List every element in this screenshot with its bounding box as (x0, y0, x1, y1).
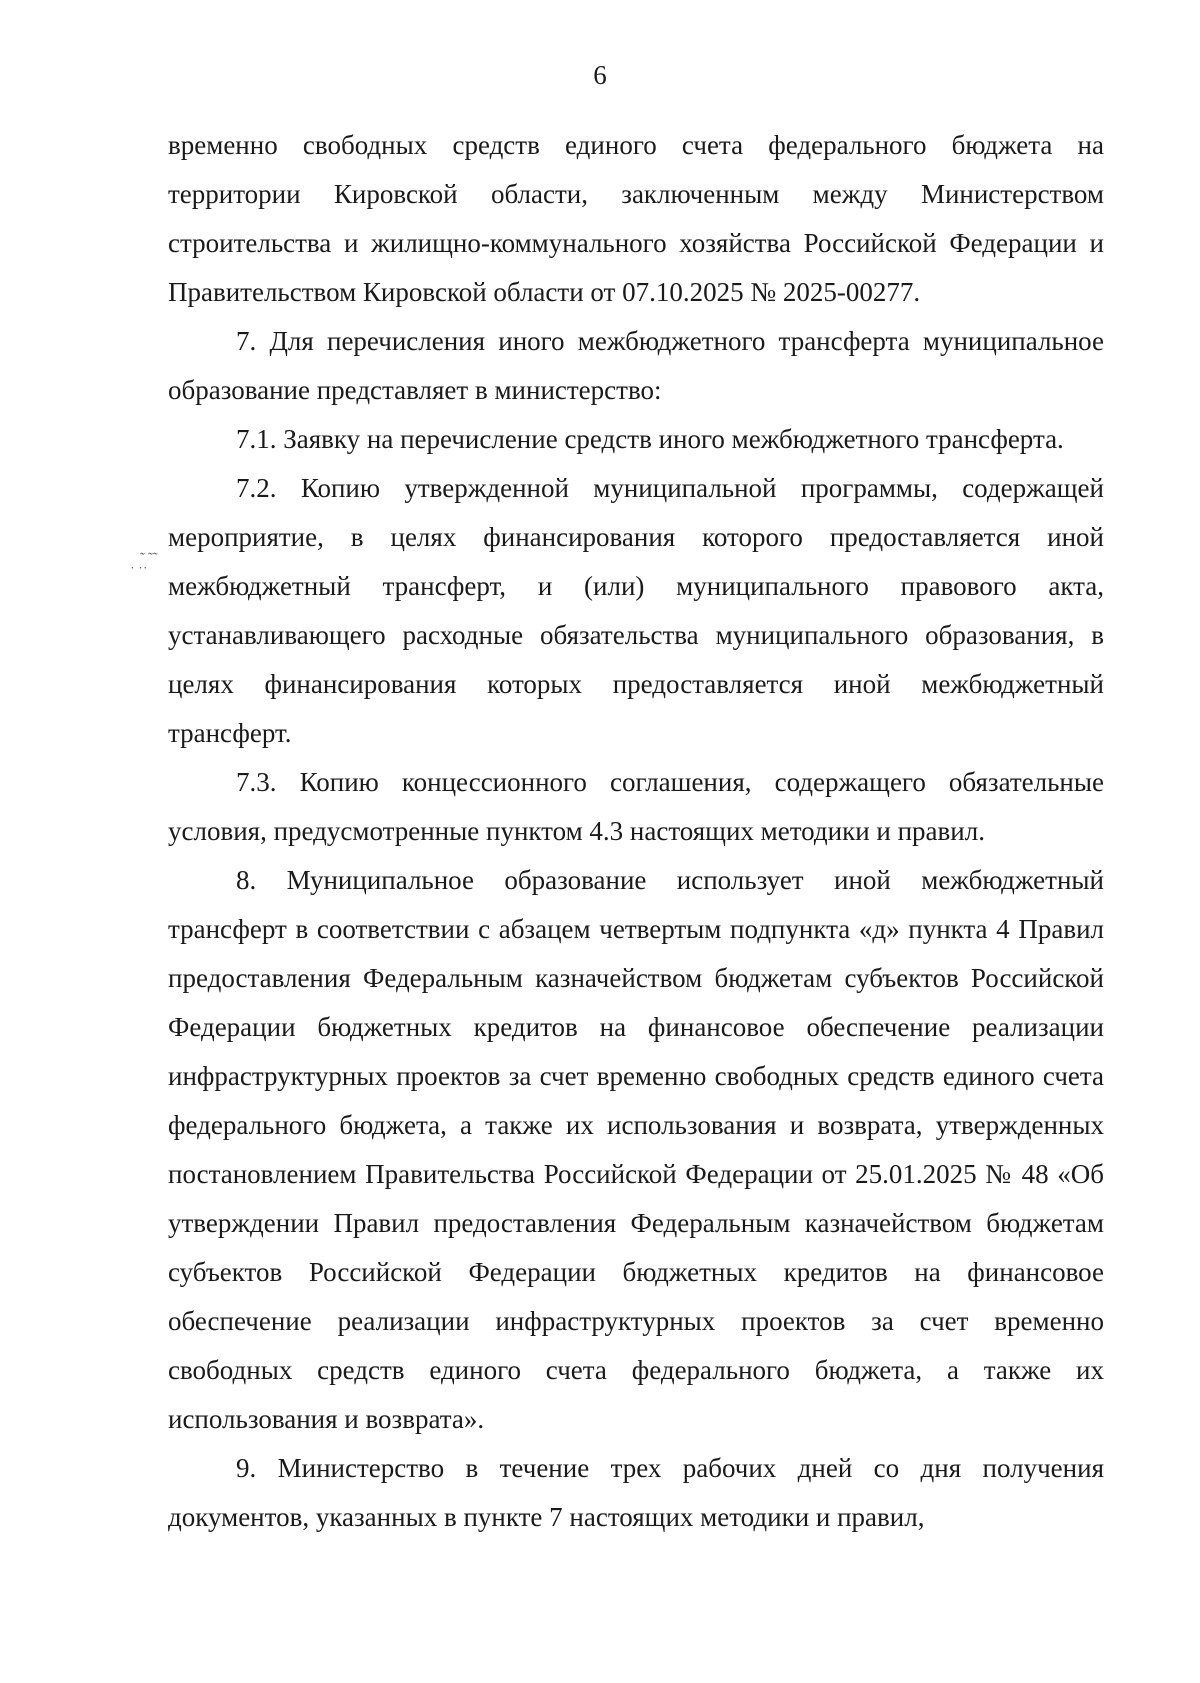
document-body (168, 121, 1104, 1542)
page-number: 6 (593, 60, 607, 90)
paragraph-9: 9. Министерство в течение трех рабочих дней со дня получения документов, указанных в пункте 7 настоящих методики и правил, (168, 1453, 1104, 1532)
scan-artifact-mark: ˙ ˙˙ (130, 565, 148, 580)
paragraph-7-2: 7.2. Копию утвержденной муниципальной программы, содержащей мероприятие, в целях финансирования которого предоставляется иной межбюджетный трансферт, и (или) муниципального правового акта, устанавливающего расходные обязательства муниципального образования, в целях финансирования которых предоставляется иной межбюджетный трансферт. (168, 473, 1104, 748)
paragraph-7-1: 7.1. Заявку на перечисление средств иного межбюджетного трансферта. (236, 424, 1064, 454)
scan-artifact-mark: ˜ ˜˜ (140, 551, 158, 566)
paragraph-7-3: 7.3. Копию концессионного соглашения, содержащего обязательные условия, предусмотренные пунктом 4.3 настоящих методики и правил. (168, 767, 1104, 846)
paragraph-continuation: временно свободных средств единого счета федерального бюджета на территории Кировской области, заключенным между Министерством строительства и жилищно-коммунального хозяйства Российской Федерации и Правительством Кировской области от 07.10.2025 № 2025-00277. (168, 130, 1104, 307)
paragraph-8: 8. Муниципальное образование использует иной межбюджетный трансферт в соответствии с абзацем четвертым подпункта «д» пункта 4 Правил предоставления Федеральным казначейством бюджетам субъектов Российской Федерации бюджетных кредитов на финансовое обеспечение реализации инфраструктурных проектов за счет временно свободных средств единого счета федерального бюджета, а также их использования и возврата, утвержденных постановлением Правительства Российской Федерации от 25.01.2025 № 48 «Об утверждении Правил предоставления Федеральным казначейством бюджетам субъектов Российской Федерации бюджетных кредитов на финансовое обеспечение реализации инфраструктурных проектов за счет временно свободных средств единого счета федерального бюджета, а также их использования и возврата». (168, 865, 1104, 1434)
paragraph-7: 7. Для перечисления иного межбюджетного трансферта муниципальное образование представляет в министерство: (168, 326, 1104, 405)
